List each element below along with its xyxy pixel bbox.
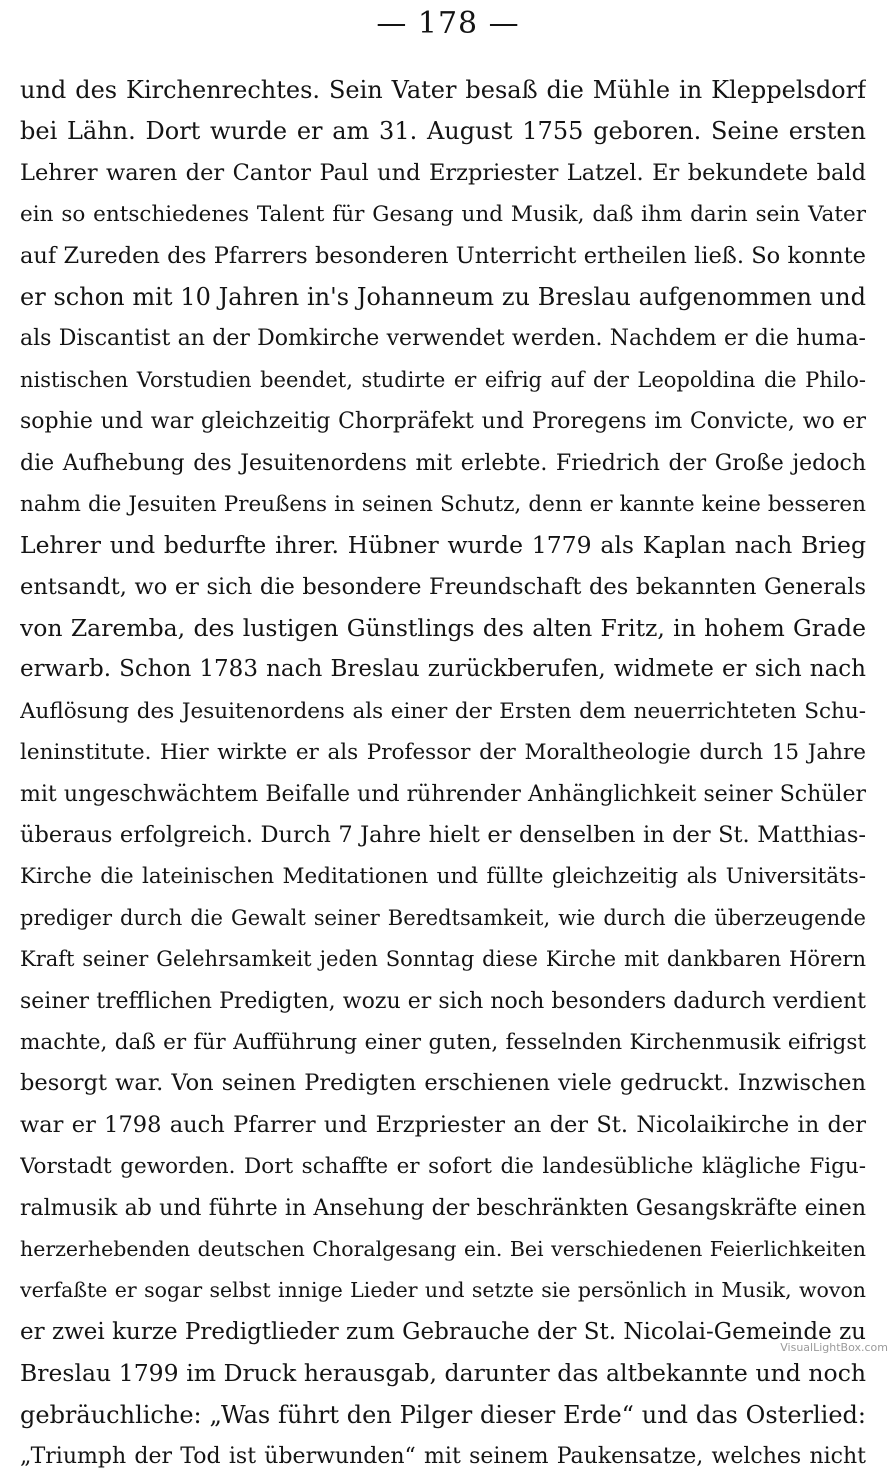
text-line: er zwei kurze Predigtlieder zum Gebrauche der St. Nicolai-Gemeinde zu [20,1318,866,1345]
text-line: Lehrer und bedurfte ihrer. Hübner wurde 1779 als Kaplan nach Brieg [20,531,866,560]
text-line: von Zaremba, des lustigen Günstlings des alten Fritz, in hohem Grade [20,614,866,643]
text-line: bei Lähn. Dort wurde er am 31. August 1755 geboren. Seine ersten [20,117,866,146]
text-line: Vorstadt geworden. Dort schaffte er sofort die landesübliche klägliche Figu- [20,1154,866,1180]
text-line: „Triumph der Tod ist überwunden“ mit seinem Paukensatze, welches nicht [20,1443,866,1469]
page-number: — 178 — [376,6,520,41]
body-text [20,70,866,1477]
text-line: ralmusik ab und führte in Ansehung der beschränkten Gesangskräfte einen [20,1195,866,1221]
text-line: als Discantist an der Domkirche verwendet werden. Nachdem er die huma- [20,326,866,352]
text-line: war er 1798 auch Pfarrer und Erzpriester an der St. Nicolaikirche in der [20,1111,866,1138]
text-line: verfaßte er sogar selbst innige Lieder und setzte sie persönlich in Musik, wovon [20,1278,866,1303]
text-line: entsandt, wo er sich die besondere Freundschaft des bekannten Generals [20,573,866,600]
text-line: prediger durch die Gewalt seiner Beredtsamkeit, wie durch die überzeugende [20,905,866,930]
text-line: überaus erfolgreich. Durch 7 Jahre hielt er denselben in der St. Matthias- [20,822,866,849]
text-line: Auflösung des Jesuitenordens als einer der Ersten dem neuerrichteten Schu- [20,698,866,724]
text-line: Lehrer waren der Cantor Paul und Erzpriester Latzel. Er bekundete bald [20,159,866,186]
text-line: mit ungeschwächtem Beifalle und rührender Anhänglichkeit seiner Schüler [20,781,866,807]
text-line: Kraft seiner Gelehrsamkeit jeden Sonntag diese Kirche mit dankbaren Hörern [20,947,866,972]
watermark: VisualLightBox.com [780,1341,888,1354]
text-line: ein so entschiedenes Talent für Gesang und Musik, daß ihm darin sein Vater [20,202,866,228]
text-line: Kirche die lateinischen Meditationen und füllte gleichzeitig als Universitäts- [20,864,866,890]
text-line: nahm die Jesuiten Preußens in seinen Schutz, denn er kannte keine besseren [20,491,866,517]
text-line: gebräuchliche: „Was führt den Pilger dieser Erde“ und das Osterlied: [20,1400,866,1429]
text-line: auf Zureden des Pfarrers besonderen Unterricht ertheilen ließ. So konnte [20,242,866,269]
text-line: und des Kirchenrechtes. Sein Vater besaß die Mühle in Kleppelsdorf [20,76,866,104]
text-line: nistischen Vorstudien beendet, studirte er eifrig auf der Leopoldina die Philo- [20,367,866,392]
text-line: herzerhebenden deutschen Choralgesang ein. Bei verschiedenen Feierlichkeiten [20,1236,866,1261]
text-line: besorgt war. Von seinen Predigten erschienen viele gedruckt. Inzwischen [20,1070,866,1097]
text-line: machte, daß er für Aufführung einer guten, fesselnden Kirchenmusik eifrigst [20,1029,866,1055]
text-line: sophie und war gleichzeitig Chorpräfekt und Proregens im Convicte, wo er [20,409,866,435]
text-line: er schon mit 10 Jahren in's Johanneum zu Breslau aufgenommen und [20,282,866,311]
text-line: Breslau 1799 im Druck herausgab, darunter das altbekannte und noch [20,1359,866,1388]
text-line: die Aufhebung des Jesuitenordens mit erlebte. Friedrich der Große jedoch [20,450,866,476]
text-line: erwarb. Schon 1783 nach Breslau zurückberufen, widmete er sich nach [20,656,866,683]
text-line: leninstitute. Hier wirkte er als Professor der Moraltheologie durch 15 Jahre [20,740,866,766]
text-line: seiner trefflichen Predigten, wozu er sich noch besonders dadurch verdient [20,988,866,1014]
